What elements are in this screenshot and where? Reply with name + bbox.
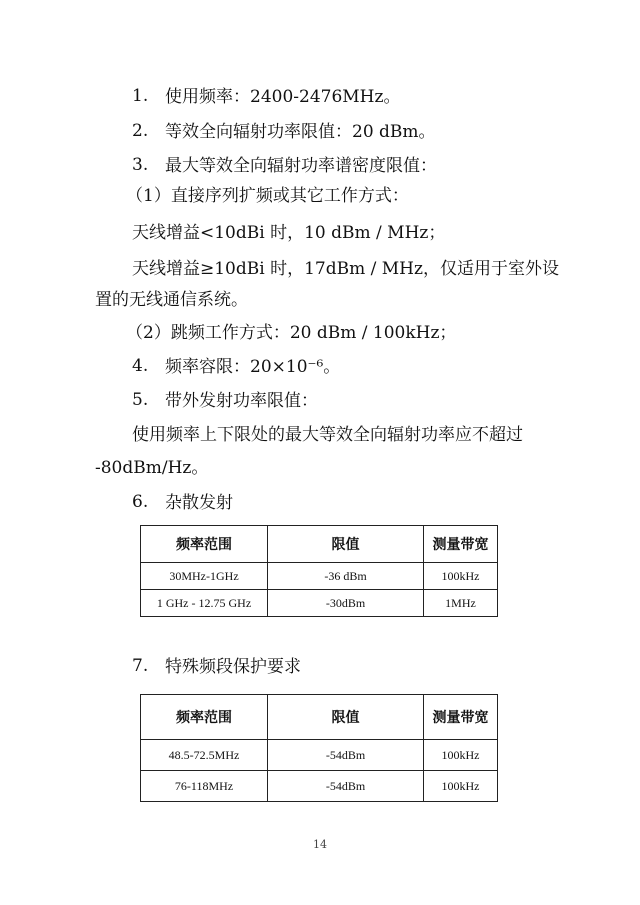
table-cell: 1MHz (424, 590, 498, 617)
table-cell: -54dBm (268, 740, 424, 771)
item-4-text: 频率容限：20×10⁻⁶。 (165, 357, 341, 377)
sub-item-1: （1）直接序列扩频或其它工作方式： (126, 186, 409, 206)
column-header: 限值 (268, 526, 424, 563)
item-5-number: 5. (132, 390, 149, 410)
item-3-text: 最大等效全向辐射功率谱密度限值： (165, 156, 437, 176)
page-number: 14 (313, 838, 327, 851)
out-of-band-line-2: -80dBm/Hz。 (95, 458, 209, 478)
column-header: 测量带宽 (424, 526, 498, 563)
item-5-text: 带外发射功率限值： (165, 391, 318, 411)
special-band-protection-table (140, 694, 498, 802)
table-cell: 100kHz (424, 740, 498, 771)
item-4-number: 4. (132, 356, 149, 376)
column-header: 频率范围 (141, 695, 268, 740)
item-3-number: 3. (132, 155, 149, 175)
sub-item-2: （2）跳频工作方式：20 dBm / 100kHz； (126, 323, 457, 343)
table-row (141, 740, 498, 771)
item-7-number: 7. (132, 656, 149, 676)
table-cell: 100kHz (424, 563, 498, 590)
table-cell: -36 dBm (268, 563, 424, 590)
table-header-row (141, 695, 498, 740)
table-cell: 1 GHz - 12.75 GHz (141, 590, 268, 617)
antenna-gain-high-line-2: 置的无线通信系统。 (95, 290, 248, 310)
item-1-text: 使用频率：2400-2476MHz。 (165, 87, 401, 107)
item-6-text: 杂散发射 (165, 493, 233, 513)
table-row (141, 563, 498, 590)
table-cell: -30dBm (268, 590, 424, 617)
item-1-number: 1. (132, 86, 149, 106)
antenna-gain-high-line-1: 天线增益≥10dBi 时，17dBm / MHz，仅适用于室外设 (132, 259, 559, 279)
table-row (141, 771, 498, 802)
table-cell: 48.5-72.5MHz (141, 740, 268, 771)
antenna-gain-low: 天线增益<10dBi 时，10 dBm / MHz； (132, 223, 446, 243)
column-header: 限值 (268, 695, 424, 740)
item-2-text: 等效全向辐射功率限值：20 dBm。 (165, 122, 436, 142)
table-cell: 30MHz-1GHz (141, 563, 268, 590)
column-header: 测量带宽 (424, 695, 498, 740)
item-7-text: 特殊频段保护要求 (165, 657, 301, 677)
table-row (141, 590, 498, 617)
table-cell: -54dBm (268, 771, 424, 802)
column-header: 频率范围 (141, 526, 268, 563)
out-of-band-line-1: 使用频率上下限处的最大等效全向辐射功率应不超过 (132, 425, 523, 445)
table-cell: 100kHz (424, 771, 498, 802)
table-header-row (141, 526, 498, 563)
item-2-number: 2. (132, 121, 149, 141)
table-cell: 76-118MHz (141, 771, 268, 802)
spurious-emission-table (140, 525, 498, 617)
item-6-number: 6. (132, 492, 149, 512)
